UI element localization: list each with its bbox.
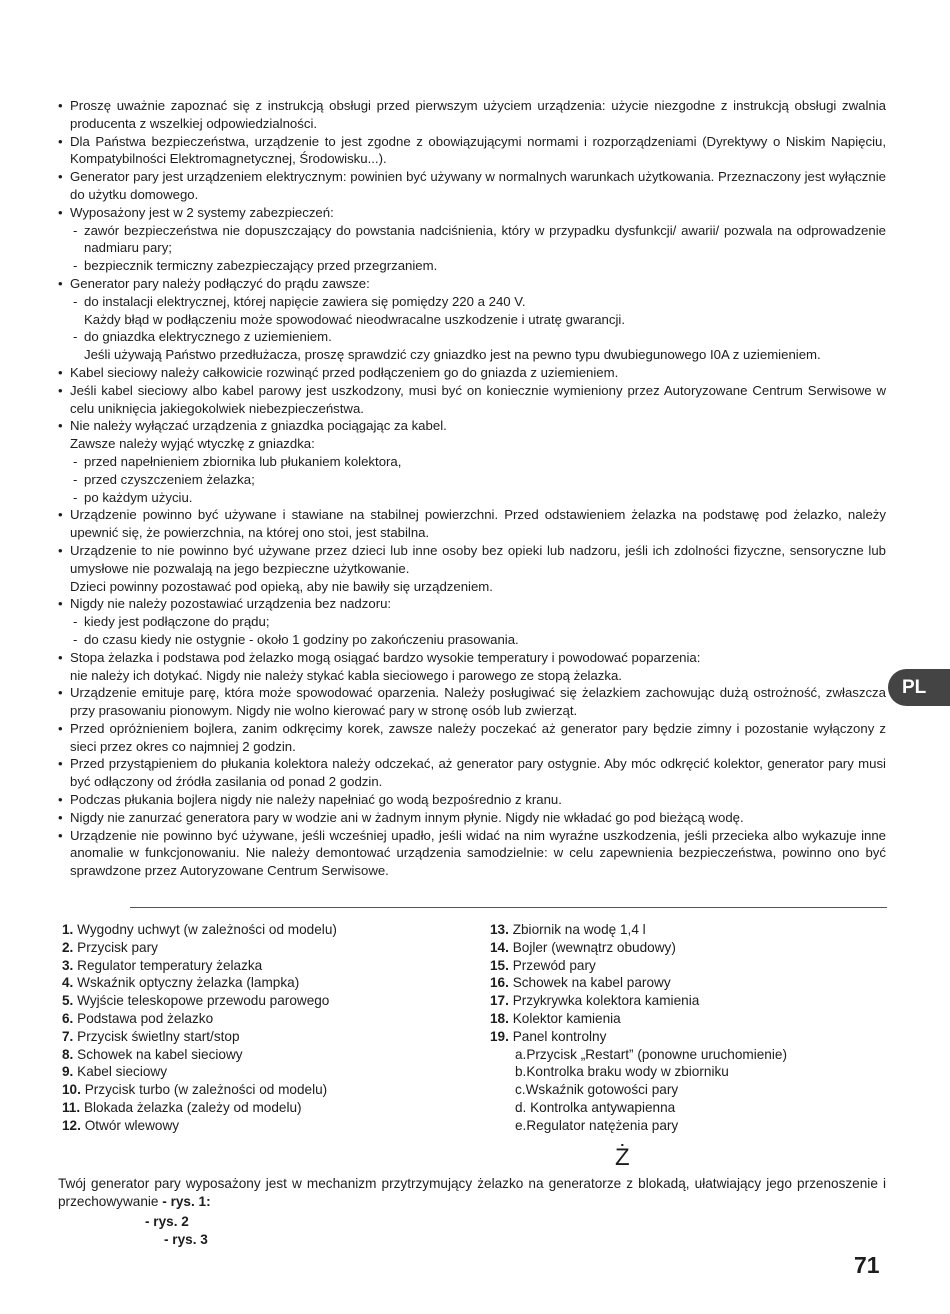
part-item: 16. Schowek na kabel parowy xyxy=(490,975,671,991)
part-item: 13. Zbiornik na wodę 1,4 l xyxy=(490,922,646,937)
part-item: 6. Podstawa pod żelazko xyxy=(62,1010,214,1026)
part-item: 5. Wyjście teleskopowe przewodu parowego xyxy=(62,993,330,1009)
part-item: 3. Regulator temperatury żelazka xyxy=(62,957,263,973)
safety-subitem: - przed napełnieniem zbiornika lub płukaniem kolektora, xyxy=(73,453,402,469)
part-item: 15. Przewód pary xyxy=(490,957,596,973)
page-number: 71 xyxy=(854,1252,880,1278)
figure-reference: - rys. 2 xyxy=(145,1214,189,1229)
safety-item: • Nigdy nie zanurzać generatora pary w wodzie ani w żadnym innym płynie. Nigdy nie wkładać go pod bieżącą wodę. xyxy=(58,809,744,825)
safety-item: • Jeśli kabel sieciowy albo kabel parowy jest uszkodzony, musi być on koniecznie wymieniony przez Autoryzowane Centrum Serwisowe w celu uniknięcia jakiegokolwiek niebezpieczeństwa. xyxy=(58,382,886,416)
safety-item: • Nigdy nie należy pozostawiać urządzenia bez nadzoru: xyxy=(58,596,392,612)
section-heading-glyph: Ż xyxy=(615,1144,630,1171)
figure-reference: - rys. 3 xyxy=(164,1232,208,1247)
part-item: 12. Otwór wlewowy xyxy=(62,1117,180,1133)
safety-note: Jeśli używają Państwo przedłużacza, proszę sprawdzić czy gniazdko jest na pewno typu dwubiegunowego I0A z uziemieniem. xyxy=(84,347,821,363)
part-subitem: d. Kontrolka antywapienna xyxy=(515,1099,676,1115)
part-item: 11. Blokada żelazka (zależy od modelu) xyxy=(62,1099,302,1115)
safety-note: Zawsze należy wyjąć wtyczkę z gniazdka: xyxy=(70,436,315,452)
safety-item: • Wyposażony jest w 2 systemy zabezpieczeń: xyxy=(58,204,334,220)
safety-item: • Podczas płukania bojlera nigdy nie należy napełniać go wodą bezpośrednio z kranu. xyxy=(58,792,562,808)
part-item: 9. Kabel sieciowy xyxy=(62,1064,168,1080)
part-item: 8. Schowek na kabel sieciowy xyxy=(62,1046,243,1062)
safety-item: • Dla Państwa bezpieczeństwa, urządzenie to jest zgodne z obowiązującymi normami i rozporządzeniami (Dyrektywy o Niskim Napięciu, Kompatybilności Elektromagnetycznej, Środowisku...). xyxy=(58,133,886,167)
safety-subitem: - do gniazdka elektrycznego z uziemieniem. xyxy=(73,329,332,345)
part-subitem: e.Regulator natężenia pary xyxy=(515,1117,679,1133)
intro-paragraph xyxy=(58,1175,886,1211)
part-item: 19. Panel kontrolny xyxy=(490,1028,607,1044)
safety-subitem: - bezpiecznik termiczny zabezpieczający przed przegrzaniem. xyxy=(73,258,438,274)
part-item: 4. Wskaźnik optyczny żelazka (lampka) xyxy=(62,975,300,991)
safety-item: • Przed opróżnieniem bojlera, zanim odkręcimy korek, zawsze należy poczekać aż generator pary będzie zimny i pozostanie wyłączony z sieci przez okres co najmniej 2 godzin. xyxy=(58,720,886,754)
safety-subitem: - kiedy jest podłączone do prądu; xyxy=(73,614,270,630)
safety-subitem: - do instalacji elektrycznej, której napięcie zawiera się pomiędzy 220 a 240 V. xyxy=(73,293,526,309)
figure-reference: - rys. 1: xyxy=(162,1193,211,1209)
part-item: 2. Przycisk pary xyxy=(62,939,158,955)
safety-note: Dzieci powinny pozostawać pod opieką, aby nie bawiły się urządzeniem. xyxy=(70,578,493,594)
part-item: 14. Bojler (wewnątrz obudowy) xyxy=(490,939,676,955)
part-subitem: a.Przycisk „Restart” (ponowne uruchomienie) xyxy=(515,1046,787,1062)
safety-item: • Stopa żelazka i podstawa pod żelazko mogą osiągać bardzo wysokie temperatury i powodować poparzenia: xyxy=(58,649,701,665)
section-divider xyxy=(130,907,887,908)
safety-item: • Urządzenie to nie powinno być używane przez dzieci lub inne osoby bez opieki lub nadzoru, jeśli ich zdolności fizyczne, sensoryczne lub umysłowe nie pozwalają na jego bezpieczne użytkowanie. xyxy=(58,542,886,576)
parts-list-right xyxy=(490,921,890,1135)
safety-note: Każdy błąd w podłączeniu może spowodować nieodwracalne uszkodzenie i utratę gwarancji. xyxy=(84,311,625,327)
safety-item: • Nie należy wyłączać urządzenia z gniazdka pociągając za kabel. xyxy=(58,418,447,434)
safety-item: • Kabel sieciowy należy całkowicie rozwinąć przed podłączeniem go do gniazda z uziemieniem. xyxy=(58,364,619,380)
safety-note: nie należy ich dotykać. Nigdy nie należy stykać kabla sieciowego i parowego ze stopą żelazka. xyxy=(70,667,622,683)
part-subitem: b.Kontrolka braku wody w zbiorniku xyxy=(515,1064,729,1080)
language-tab: PL xyxy=(888,669,950,706)
part-item: 17. Przykrywka kolektora kamienia xyxy=(490,993,700,1009)
intro-text: Twój generator pary wyposażony jest w mechanizm przytrzymujący żelazko na generatorze z blokadą, ułatwiający jego przenoszenie i przechowywanie xyxy=(58,1176,886,1209)
part-item: 1. Wygodny uchwyt (w zależności od modelu) xyxy=(62,922,337,937)
safety-item: • Urządzenie nie powinno być używane, jeśli wcześniej upadło, jeśli widać na nim wyraźne uszkodzenia, jeśli przecieka albo wykazuje inne anomalie w funkcjonowaniu. Nie należy demontować urządzenia samodzielnie: w celu zapewnienia bezpieczeństwa, powinno ono być sprawdzone przez Autoryzowane Centrum Serwisowe. xyxy=(58,827,886,879)
safety-instructions xyxy=(58,97,886,880)
safety-item: • Generator pary należy podłączyć do prądu zawsze: xyxy=(58,275,370,291)
safety-item: • Generator pary jest urządzeniem elektrycznym: powinien być używany w normalnych warunkach użytkowania. Przeznaczony jest wyłącznie do użytku domowego. xyxy=(58,169,886,202)
safety-subitem: - przed czyszczeniem żelazka; xyxy=(73,471,255,487)
parts-list-left xyxy=(62,921,482,1135)
part-item: 10. Przycisk turbo (w zależności od modelu) xyxy=(62,1082,328,1098)
safety-item: • Proszę uważnie zapoznać się z instrukcją obsługi przed pierwszym użyciem urządzenia: użycie niezgodne z instrukcją obsługi zwalnia producenta z wszelkiej odpowiedzialności. xyxy=(58,98,886,131)
safety-subitem: - do czasu kiedy nie ostygnie - około 1 godziny po zakończeniu prasowania. xyxy=(73,631,519,647)
part-subitem: c.Wskaźnik gotowości pary xyxy=(515,1082,679,1098)
safety-subitem: - po każdym użyciu. xyxy=(73,489,193,505)
safety-item: • Urządzenie emituje parę, która może spowodować oparzenia. Należy posługiwać się żelazkiem zachowując dużą ostrożność, zwłaszcza przy prasowaniu pionowym. Nigdy nie wolno kierować pary w stronę osób lub zwierząt. xyxy=(58,685,886,719)
safety-item: • Przed przystąpieniem do płukania kolektora należy odczekać, aż generator pary ostygnie. Aby móc odkręcić kolektor, generator pary musi być odłączony od źródła zasilania od ponad 2 godzin. xyxy=(58,756,886,790)
part-item: 7. Przycisk świetlny start/stop xyxy=(62,1028,240,1044)
safety-item: • Urządzenie powinno być używane i stawiane na stabilnej powierzchni. Przed odstawieniem żelazka na podstawę pod żelazko, należy upewnić się, że powierzchnia, na której ono stoi, jest stabilna. xyxy=(58,507,886,541)
part-item: 18. Kolektor kamienia xyxy=(490,1010,621,1026)
safety-subitem: - zawór bezpieczeństwa nie dopuszczający do powstania nadciśnienia, który w przypadku dysfunkcji/ awarii/ pozwala na odprowadzenie nadmiaru pary; xyxy=(73,222,886,256)
